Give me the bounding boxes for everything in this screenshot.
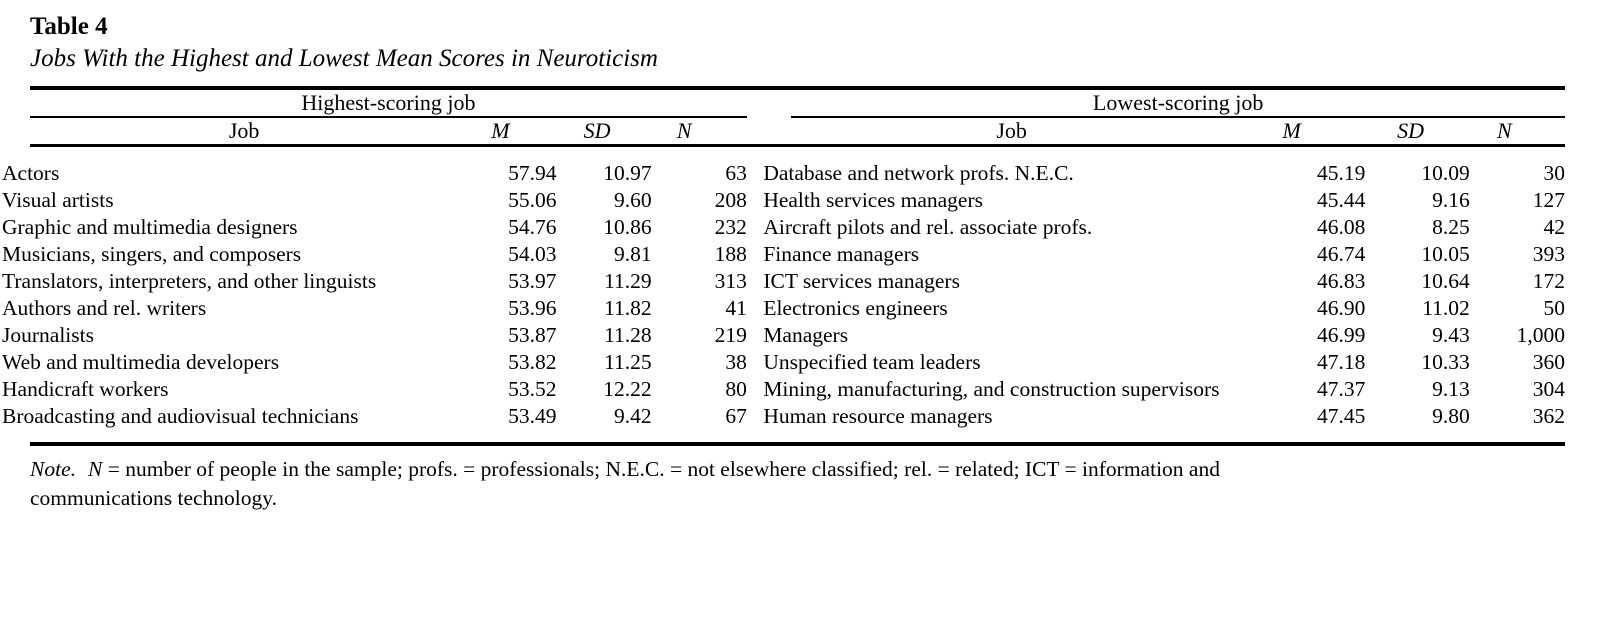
sd-cell: 10.05 — [1421, 242, 1470, 266]
m-cell: 53.52 — [508, 377, 557, 401]
n-cell: 42 — [1543, 215, 1565, 239]
column-header-n-right: N — [1470, 117, 1565, 146]
m-cell: 53.49 — [508, 404, 557, 428]
job-cell: Journalists — [2, 323, 94, 347]
n-cell: 360 — [1532, 350, 1565, 374]
m-cell: 45.19 — [1317, 161, 1366, 185]
table-row — [30, 376, 1565, 403]
column-gap — [747, 117, 792, 146]
n-cell: 313 — [714, 269, 747, 293]
table-label: Table 4 — [30, 13, 108, 40]
job-cell: Authors and rel. writers — [2, 296, 207, 320]
table-row — [30, 241, 1565, 268]
sd-cell: 10.33 — [1421, 350, 1470, 374]
sd-cell: 8.25 — [1432, 215, 1470, 239]
table-row — [30, 322, 1565, 349]
table-row — [30, 268, 1565, 295]
job-cell: Musicians, singers, and composers — [2, 242, 302, 266]
spanner-highest-scoring: Highest-scoring job — [30, 90, 747, 117]
note-text-line1: = number of people in the sample; profs. = professionals; N.E.C. = not elsewhere classified; rel. = related; ICT = information and — [107, 457, 1220, 481]
job-cell: ICT services managers — [763, 269, 960, 293]
column-header-sd-left: SD — [557, 117, 652, 146]
m-cell: 57.94 — [508, 161, 557, 185]
m-cell: 53.96 — [508, 296, 557, 320]
table-caption — [30, 12, 1565, 74]
sd-cell: 9.60 — [614, 188, 652, 212]
sd-cell: 10.64 — [1421, 269, 1470, 293]
spanner-row — [30, 90, 1565, 117]
table-row — [30, 403, 1565, 442]
column-header-sd-right: SD — [1365, 117, 1469, 146]
job-cell: Aircraft pilots and rel. associate profs. — [763, 215, 1093, 239]
spanner-lowest-scoring: Lowest-scoring job — [791, 90, 1565, 117]
m-cell: 53.97 — [508, 269, 557, 293]
job-cell: Visual artists — [2, 188, 114, 212]
n-cell: 80 — [725, 377, 747, 401]
m-cell: 47.18 — [1317, 350, 1366, 374]
sd-cell: 9.43 — [1432, 323, 1470, 347]
n-cell: 63 — [725, 161, 747, 185]
table-row — [30, 214, 1565, 241]
sd-cell: 9.13 — [1432, 377, 1470, 401]
m-cell: 46.83 — [1317, 269, 1366, 293]
n-cell: 304 — [1532, 377, 1565, 401]
m-cell: 45.44 — [1317, 188, 1366, 212]
m-cell: 55.06 — [508, 188, 557, 212]
column-header-job-left: Job — [30, 117, 458, 146]
note-line1 — [30, 457, 1220, 481]
n-cell: 362 — [1532, 404, 1565, 428]
n-cell: 67 — [725, 404, 747, 428]
sd-cell: 10.86 — [603, 215, 652, 239]
m-cell: 46.99 — [1317, 323, 1366, 347]
table-row — [30, 295, 1565, 322]
n-cell: 188 — [714, 242, 747, 266]
n-cell: 208 — [714, 188, 747, 212]
n-cell: 127 — [1532, 188, 1565, 212]
bottom-rule — [30, 442, 1565, 446]
table-row — [30, 146, 1565, 188]
m-cell: 46.08 — [1317, 215, 1366, 239]
n-cell: 393 — [1532, 242, 1565, 266]
m-cell: 54.76 — [508, 215, 557, 239]
job-cell: Mining, manufacturing, and construction supervisors — [763, 377, 1220, 401]
column-header-m-left: M — [458, 117, 556, 146]
sd-cell: 11.29 — [604, 269, 652, 293]
column-header-m-right: M — [1232, 117, 1366, 146]
job-cell: Broadcasting and audiovisual technicians — [2, 404, 359, 428]
n-cell: 219 — [714, 323, 747, 347]
n-cell: 232 — [714, 215, 747, 239]
note-text-line2: communications technology. — [30, 486, 277, 510]
job-cell: Handicraft workers — [2, 377, 169, 401]
note-label: Note. — [30, 457, 76, 481]
job-cell: Database and network profs. N.E.C. — [763, 161, 1074, 185]
job-cell: Electronics engineers — [763, 296, 948, 320]
sd-cell: 9.81 — [614, 242, 652, 266]
m-cell: 46.74 — [1317, 242, 1366, 266]
n-cell: 38 — [725, 350, 747, 374]
job-cell: Graphic and multimedia designers — [2, 215, 298, 239]
m-cell: 54.03 — [508, 242, 557, 266]
m-cell: 47.37 — [1317, 377, 1366, 401]
n-cell: 41 — [725, 296, 747, 320]
sd-cell: 9.16 — [1432, 188, 1470, 212]
job-cell: Managers — [763, 323, 849, 347]
m-cell: 46.90 — [1317, 296, 1366, 320]
n-cell: 172 — [1532, 269, 1565, 293]
m-cell: 53.82 — [508, 350, 557, 374]
n-cell: 50 — [1543, 296, 1565, 320]
table-note — [30, 455, 1565, 513]
sd-cell: 10.97 — [603, 161, 652, 185]
job-cell: Human resource managers — [763, 404, 993, 428]
job-cell: Translators, interpreters, and other linguists — [2, 269, 377, 293]
sd-cell: 11.02 — [1422, 296, 1470, 320]
column-header-row — [30, 117, 1565, 146]
note-n-symbol: N — [87, 457, 103, 481]
sd-cell: 11.82 — [604, 296, 652, 320]
neuroticism-table — [2, 90, 1565, 442]
table-row — [30, 349, 1565, 376]
job-cell: Finance managers — [763, 242, 920, 266]
table-title: Jobs With the Highest and Lowest Mean Scores in Neuroticism — [30, 45, 658, 72]
job-cell: Actors — [2, 161, 60, 185]
job-cell: Health services managers — [763, 188, 983, 212]
column-gap — [747, 90, 792, 117]
m-cell: 47.45 — [1317, 404, 1366, 428]
sd-cell: 9.80 — [1432, 404, 1470, 428]
sd-cell: 9.42 — [614, 404, 652, 428]
job-cell: Web and multimedia developers — [2, 350, 280, 374]
n-cell: 1,000 — [1516, 323, 1565, 347]
sd-cell: 11.28 — [604, 323, 652, 347]
column-header-n-left: N — [652, 117, 747, 146]
m-cell: 53.87 — [508, 323, 557, 347]
column-header-job-right: Job — [791, 117, 1232, 146]
n-cell: 30 — [1543, 161, 1565, 185]
table-row — [30, 187, 1565, 214]
job-cell: Unspecified team leaders — [763, 350, 981, 374]
sd-cell: 12.22 — [603, 377, 652, 401]
sd-cell: 11.25 — [604, 350, 652, 374]
sd-cell: 10.09 — [1421, 161, 1470, 185]
